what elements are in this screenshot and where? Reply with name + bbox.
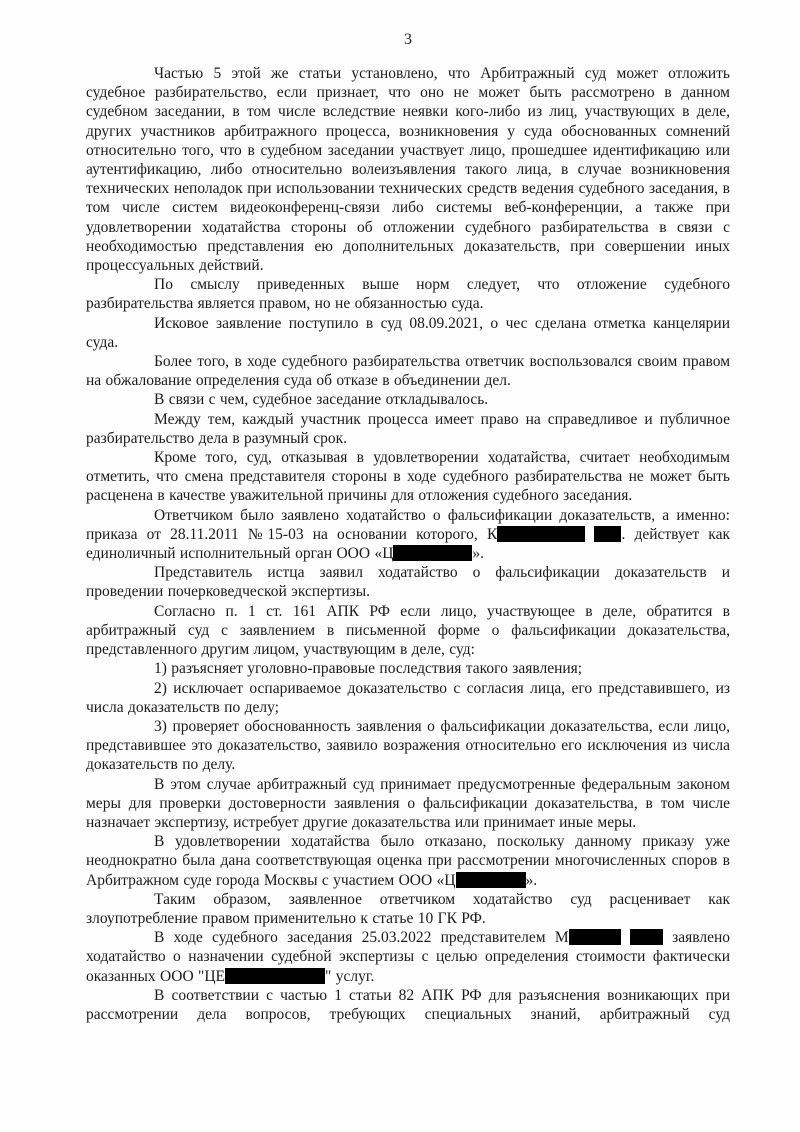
paragraph: Представитель истца заявил ходатайство о фальсификации доказательств и проведении почерковедческой экспертизы.	[86, 564, 730, 601]
redaction-box	[497, 526, 585, 542]
paragraph: Таким образом, заявленное ответчиком ходатайство суд расценивает как злоупотребление правом применительно к статье 10 ГК РФ.	[86, 890, 730, 927]
paragraph: Более того, в ходе судебного разбирательства ответчик воспользовался своим правом на обжалование определения суда об отказе в объединении дел.	[86, 353, 730, 390]
paragraph: В соответствии с частью 1 статьи 82 АПК РФ для разъяснения возникающих при рассмотрении дела вопросов, требующих специальных знаний, арбитражный суд	[86, 986, 730, 1023]
redaction-box	[594, 526, 621, 542]
redaction-box	[630, 929, 663, 945]
paragraph: Частью 5 этой же статьи установлено, что Арбитражный суд может отложить судебное разбирательство, если признает, что оно не может быть рассмотрено в данном судебном заседании, в том числе вследствие неявки кого-либо из лиц, участвующих в деле, других участников арбитражного процесса, возникновения у суда обоснованных сомнений относительно того, что в судебном заседании участвует лицо, прошедшее идентификацию или аутентификацию, либо относительно волеизъявления такого лица, в случае возникновения технических неполадок при использовании технических средств ведения судебного заседания, в том числе систем видеоконференц-связи либо системы веб-конференции, а также при удовлетворении ходатайства стороны об отложении судебного разбирательства в связи с необходимостью представления ею дополнительных доказательств, при совершении иных процессуальных действий.	[86, 65, 730, 275]
paragraph: 3) проверяет обоснованность заявления о фальсификации доказательства, если лицо, представившее это доказательство, заявило возражения относительно его исключения из числа доказательств по делу.	[86, 717, 730, 774]
paragraph: В этом случае арбитражный суд принимает предусмотренные федеральным законом меры для проверки достоверности заявления о фальсификации доказательства, в том числе назначает экспертизу, истребует другие доказательства или принимает иные меры.	[86, 775, 730, 831]
paragraph: Кроме того, суд, отказывая в удовлетворении ходатайства, считает необходимым отметить, что смена представителя стороны в ходе судебного разбирательства не может быть расценена в качестве уважительной причины для отложения судебного заседания.	[86, 449, 730, 505]
paragraph: Исковое заявление поступило в суд 08.09.2021, о чес сделана отметка канцелярии суда.	[86, 314, 730, 351]
paragraph: Между тем, каждый участник процесса имеет право на справедливое и публичное разбирательство дела в разумный срок.	[86, 410, 730, 447]
page-number: 3	[404, 31, 412, 48]
paragraph: По смыслу приведенных выше норм следует, что отложение судебного разбирательства является правом, но не обязанностью суда.	[86, 276, 730, 313]
redaction-box	[456, 872, 526, 888]
redaction-box	[569, 929, 621, 945]
redaction-box	[225, 968, 325, 984]
paragraph: Согласно п. 1 ст. 161 АПК РФ если лицо, участвующее в деле, обратится в арбитражный суд с заявлением в письменной форме о фальсификации доказательства, представленного другим лицом, участвующим в деле, суд:	[86, 602, 730, 659]
paragraph: Ответчиком было заявлено ходатайство о фальсификации доказательств, а именно: приказа от 28.11.2011 №15-03 на основании которого, К . действует как единоличный исполнительный орган ООО «Ц ».	[86, 506, 730, 563]
paragraph: 2) исключает оспариваемое доказательство с согласия лица, его представившего, из числа доказательств по делу;	[86, 679, 730, 716]
paragraph: В удовлетворении ходатайства было отказано, поскольку данному приказу уже неоднократно была дана соответствующая оценка при рассмотрении многочисленных споров в Арбитражном суде города Москвы с участием ООО «Ц ».	[86, 833, 730, 889]
document-body	[86, 64, 730, 1024]
paragraph: В ходе судебного заседания 25.03.2022 представителем М заявлено ходатайство о назначении судебной экспертизы с целью определения стоимости фактически оказанных ООО "ЦЕ " услуг.	[86, 929, 730, 985]
paragraph: 1) разъясняет уголовно-правовые последствия такого заявления;	[154, 660, 583, 678]
redaction-box	[393, 545, 472, 561]
paragraph: В связи с чем, судебное заседание откладывалось.	[154, 391, 489, 409]
